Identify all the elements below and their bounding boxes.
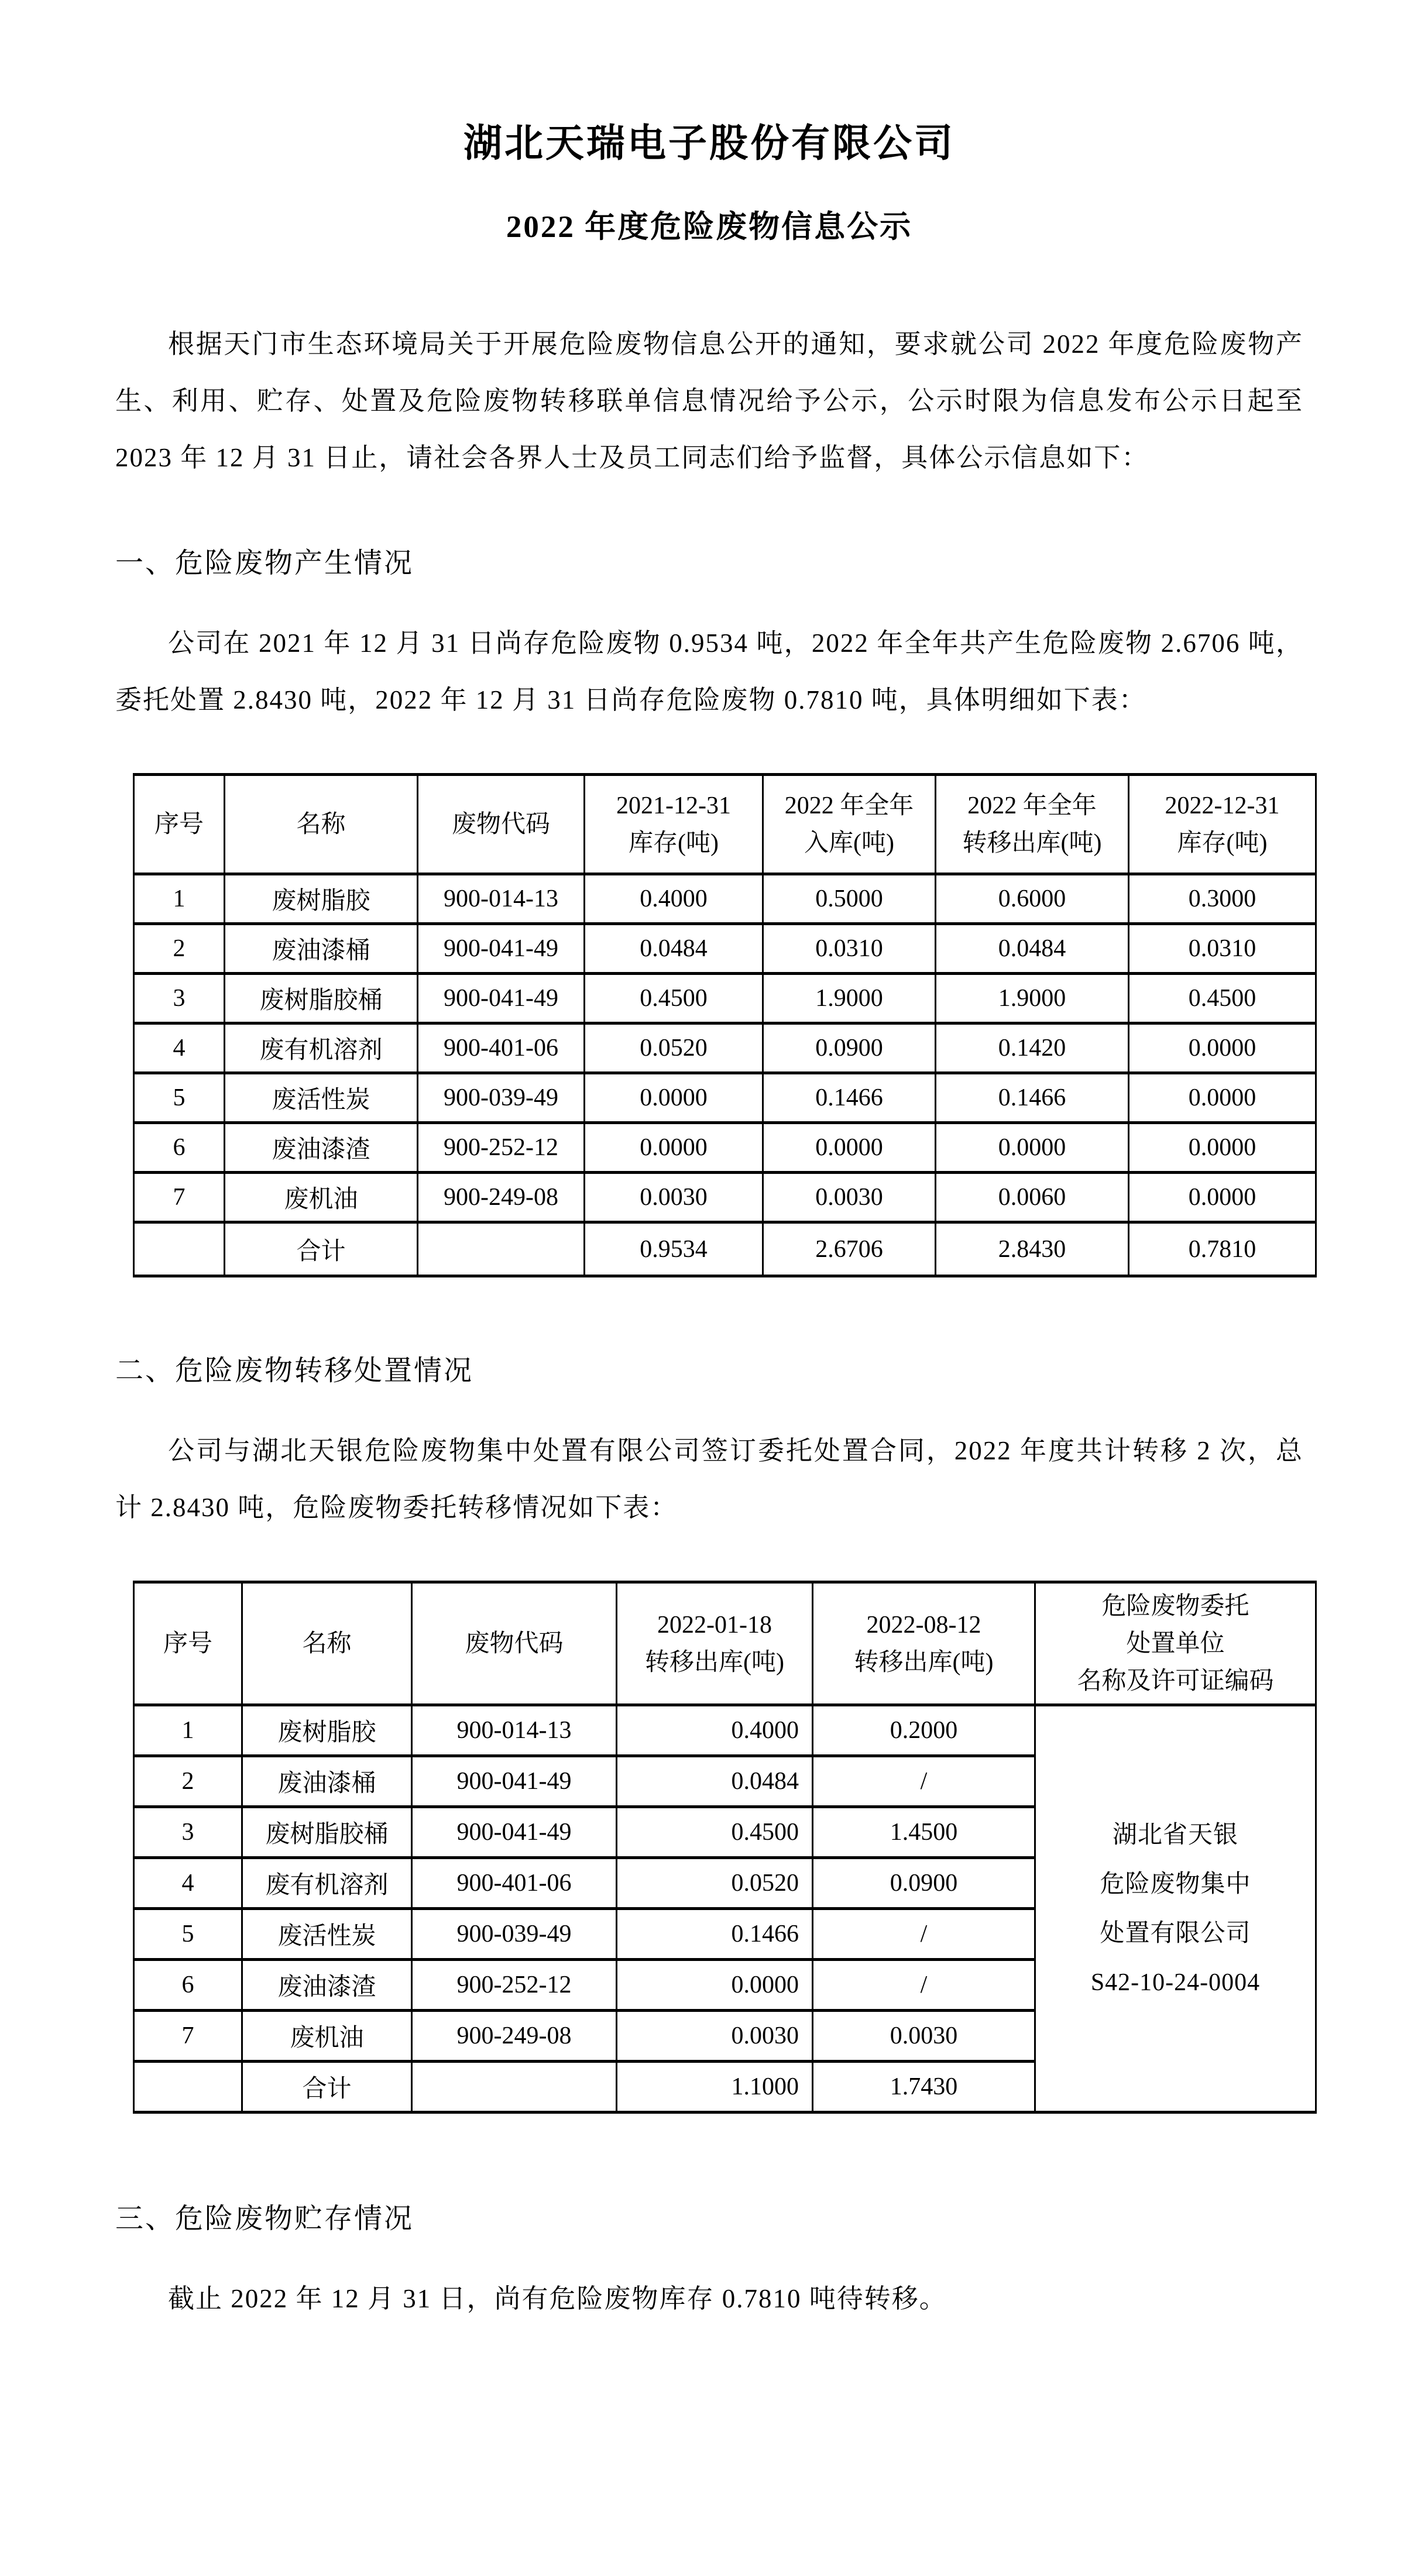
header-cell-transfer-1: 2022-01-18 转移出库(吨) <box>617 1582 813 1705</box>
cell-code: 900-252-12 <box>418 1123 585 1173</box>
cell-name: 废树脂胶桶 <box>225 974 418 1023</box>
table-row <box>134 1705 1316 1756</box>
section-2-heading: 二、危险废物转移处置情况 <box>115 1355 474 1387</box>
cell-value: 0.0030 <box>585 1173 763 1222</box>
cell-index: 4 <box>134 1023 225 1073</box>
header-cell-opening-stock: 2021-12-31 库存(吨) <box>585 775 763 874</box>
header-cell-name: 名称 <box>225 775 418 874</box>
cell-value: 1.7430 <box>813 2062 1035 2113</box>
page-title: 湖北天瑞电子股份有限公司 <box>463 122 955 165</box>
disposal-unit-line: 处置有限公司 <box>1100 1919 1251 1947</box>
header-cell-name: 名称 <box>242 1582 412 1705</box>
cell-value: / <box>813 1756 1035 1807</box>
cell-value: 0.0000 <box>585 1123 763 1173</box>
cell-value: 1.9000 <box>763 974 936 1023</box>
table-row <box>134 1023 1316 1073</box>
section-1-paragraph: 公司在 2021 年 12 月 31 日尚存危险废物 0.9534 吨，2022 年全年共产生危险废物 2.6706 吨，委托处置 2.8430 吨，2022 年 12 月 31 日尚存危险废物 0.7810 吨，具体明细如下表： <box>115 628 1303 715</box>
bottom-whitespace <box>115 2327 1303 2462</box>
cell-value: 1.1000 <box>617 2062 813 2113</box>
cell-value: 0.2000 <box>813 1705 1035 1756</box>
cell-index: 5 <box>134 1909 242 1960</box>
cell-index: 2 <box>134 1756 242 1807</box>
cell-value: 0.1466 <box>763 1073 936 1123</box>
header-cell-transfer-out: 2022 年全年 转移出库(吨) <box>936 775 1129 874</box>
cell-code: 900-401-06 <box>418 1023 585 1073</box>
cell-value: 0.0310 <box>1129 924 1316 974</box>
cell-index: 7 <box>134 1173 225 1222</box>
cell-value: 0.0900 <box>763 1023 936 1073</box>
waste-generation-table <box>133 773 1317 1277</box>
cell-index: 3 <box>134 974 225 1023</box>
cell-code: 900-252-12 <box>412 1960 617 2011</box>
cell-value: 0.0484 <box>617 1756 813 1807</box>
header-cell-code: 废物代码 <box>418 775 585 874</box>
table-total-row <box>134 1222 1316 1276</box>
cell-name: 废树脂胶 <box>242 1705 412 1756</box>
cell-value: 0.0000 <box>763 1123 936 1173</box>
cell-index: 6 <box>134 1960 242 2011</box>
cell-value: 0.9534 <box>585 1222 763 1276</box>
table-row <box>134 1073 1316 1123</box>
table-header-row <box>134 1582 1316 1705</box>
waste-transfer-table <box>133 1581 1317 2114</box>
cell-name: 废树脂胶桶 <box>242 1807 412 1858</box>
cell-value: 0.0484 <box>936 924 1129 974</box>
cell-code <box>418 1222 585 1276</box>
cell-code: 900-039-49 <box>418 1073 585 1123</box>
cell-value: 0.5000 <box>763 874 936 924</box>
cell-value: 0.0520 <box>617 1858 813 1909</box>
table-row <box>134 974 1316 1023</box>
section-2-paragraph: 公司与湖北天银危险废物集中处置有限公司签订委托处置合同，2022 年度共计转移 2 次，总计 2.8430 吨，危险废物委托转移情况如下表： <box>115 1436 1303 1523</box>
header-cell-code: 废物代码 <box>412 1582 617 1705</box>
cell-code: 900-014-13 <box>418 874 585 924</box>
cell-code: 900-401-06 <box>412 1858 617 1909</box>
cell-value: 2.8430 <box>936 1222 1129 1276</box>
cell-value: 0.1420 <box>936 1023 1129 1073</box>
cell-value: 1.4500 <box>813 1807 1035 1858</box>
cell-index <box>134 2062 242 2113</box>
cell-code: 900-249-08 <box>412 2011 617 2062</box>
cell-code: 900-249-08 <box>418 1173 585 1222</box>
cell-index: 1 <box>134 874 225 924</box>
cell-name: 废油漆渣 <box>225 1123 418 1173</box>
cell-name: 废油漆渣 <box>242 1960 412 2011</box>
cell-name: 废活性炭 <box>242 1909 412 1960</box>
table-header-row <box>134 775 1316 874</box>
cell-value: 0.0060 <box>936 1173 1129 1222</box>
cell-code: 900-041-49 <box>418 924 585 974</box>
cell-index: 1 <box>134 1705 242 1756</box>
cell-value: 2.6706 <box>763 1222 936 1276</box>
cell-value: 0.1466 <box>936 1073 1129 1123</box>
cell-code: 900-014-13 <box>412 1705 617 1756</box>
header-cell-index: 序号 <box>134 775 225 874</box>
header-cell-index: 序号 <box>134 1582 242 1705</box>
cell-name: 废活性炭 <box>225 1073 418 1123</box>
cell-value: 0.4000 <box>585 874 763 924</box>
table-row <box>134 874 1316 924</box>
cell-index: 2 <box>134 924 225 974</box>
cell-index: 7 <box>134 2011 242 2062</box>
cell-name: 废有机溶剂 <box>242 1858 412 1909</box>
cell-index <box>134 1222 225 1276</box>
section-3-heading: 三、危险废物贮存情况 <box>115 2203 414 2235</box>
section-3-paragraph: 截止 2022 年 12 月 31 日，尚有危险废物库存 0.7810 吨待转移。 <box>168 2284 947 2314</box>
cell-value: 0.0900 <box>813 1858 1035 1909</box>
cell-value: 0.0000 <box>936 1123 1129 1173</box>
cell-value: 0.4500 <box>1129 974 1316 1023</box>
cell-name: 废油漆桶 <box>225 924 418 974</box>
cell-value: 0.0000 <box>1129 1073 1316 1123</box>
cell-value: 0.4500 <box>585 974 763 1023</box>
cell-value: 0.0000 <box>585 1073 763 1123</box>
cell-value: 0.0000 <box>1129 1173 1316 1222</box>
cell-value: 0.0310 <box>763 924 936 974</box>
header-cell-transfer-2: 2022-08-12 转移出库(吨) <box>813 1582 1035 1705</box>
cell-value: 1.9000 <box>936 974 1129 1023</box>
cell-index: 6 <box>134 1123 225 1173</box>
header-cell-closing-stock: 2022-12-31 库存(吨) <box>1129 775 1316 874</box>
cell-name: 废机油 <box>242 2011 412 2062</box>
cell-name: 废油漆桶 <box>242 1756 412 1807</box>
cell-code: 900-039-49 <box>412 1909 617 1960</box>
cell-index: 5 <box>134 1073 225 1123</box>
page-subtitle: 2022 年度危险废物信息公示 <box>506 209 913 244</box>
intro-paragraph: 根据天门市生态环境局关于开展危险废物信息公开的通知，要求就公司 2022 年度危险废物产生、利用、贮存、处置及危险废物转移联单信息情况给予公示，公示时限为信息发布公示日起至 2023 年 12 月 31 日止，请社会各界人士及员工同志们给予监督，具体公示信息如下： <box>115 329 1303 473</box>
disposal-unit-line: 危险废物集中 <box>1100 1870 1251 1898</box>
cell-value: 0.1466 <box>617 1909 813 1960</box>
cell-value: 0.0000 <box>1129 1123 1316 1173</box>
cell-value: 0.0030 <box>813 2011 1035 2062</box>
cell-index: 3 <box>134 1807 242 1858</box>
cell-value: 0.4000 <box>617 1705 813 1756</box>
cell-value: 0.3000 <box>1129 874 1316 924</box>
cell-value: 0.6000 <box>936 874 1129 924</box>
section-1-heading: 一、危险废物产生情况 <box>115 548 414 579</box>
cell-value: 0.0030 <box>763 1173 936 1222</box>
table-row <box>134 1123 1316 1173</box>
cell-name: 废有机溶剂 <box>225 1023 418 1073</box>
cell-total-label: 合计 <box>225 1222 418 1276</box>
cell-value: 0.7810 <box>1129 1222 1316 1276</box>
table-row <box>134 1173 1316 1222</box>
cell-value: / <box>813 1909 1035 1960</box>
disposal-unit-license: S42-10-24-0004 <box>1090 1969 1261 1996</box>
cell-code: 900-041-49 <box>412 1807 617 1858</box>
disposal-unit-cell <box>1035 1705 1316 2113</box>
cell-total-label: 合计 <box>242 2062 412 2113</box>
cell-value: / <box>813 1960 1035 2011</box>
cell-name: 废机油 <box>225 1173 418 1222</box>
table-row <box>134 924 1316 974</box>
cell-value: 0.0000 <box>1129 1023 1316 1073</box>
cell-value: 0.0520 <box>585 1023 763 1073</box>
cell-value: 0.0030 <box>617 2011 813 2062</box>
cell-code <box>412 2062 617 2113</box>
disposal-unit-line: 湖北省天银 <box>1112 1821 1238 1849</box>
cell-code: 900-041-49 <box>418 974 585 1023</box>
cell-index: 4 <box>134 1858 242 1909</box>
cell-value: 0.0484 <box>585 924 763 974</box>
cell-code: 900-041-49 <box>412 1756 617 1807</box>
cell-value: 0.4500 <box>617 1807 813 1858</box>
cell-value: 0.0000 <box>617 1960 813 2011</box>
cell-name: 废树脂胶 <box>225 874 418 924</box>
header-cell-disposal-unit: 危险废物委托 处置单位 名称及许可证编码 <box>1035 1582 1316 1705</box>
header-cell-inbound: 2022 年全年 入库(吨) <box>763 775 936 874</box>
